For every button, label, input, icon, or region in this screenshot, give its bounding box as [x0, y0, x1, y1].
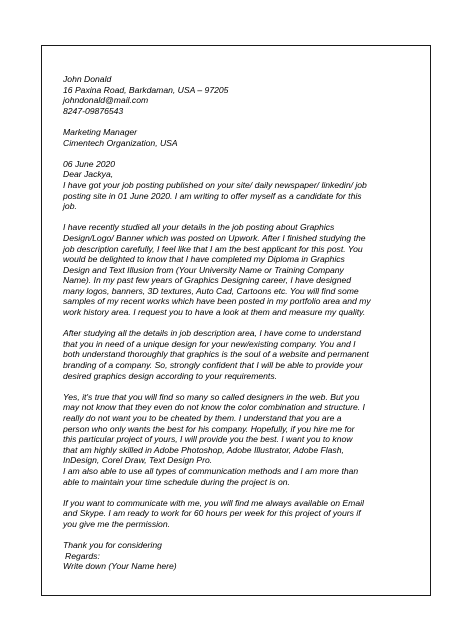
paragraph-line: Design and Text Illusion from (Your University Name or Training Company: [63, 264, 344, 275]
paragraph-line: able to maintain your time schedule during the project is on.: [63, 476, 290, 487]
sender-address: 16 Paxina Road, Barkdaman, USA – 97205: [63, 84, 229, 95]
closing-block: [63, 540, 423, 572]
paragraph-line: samples of my recent works which have been posted in my portfolio area and my: [63, 296, 371, 307]
paragraph-line: that you in need of a unique design for your new/existing company. You and I: [63, 338, 356, 349]
paragraph-line: may not know that they even do not know the color combination and structure. I: [63, 402, 365, 413]
paragraph-line: Yes, it's true that you will find so many so called designers in the web. But you: [63, 391, 360, 402]
paragraph-line: Design/Logo/ Banner which was posted on Upwork. After I finished studying the: [63, 232, 366, 243]
paragraph-line: this particular project of yours, I will provide you the best. I want you to know: [63, 434, 353, 445]
paragraph-line: InDesign, Corel Draw, Text Design Pro.: [63, 455, 213, 466]
paragraph-line: job.: [63, 201, 77, 212]
paragraph-line: After studying all the details in job description area, I have come to understand: [63, 328, 362, 339]
sender-email: johndonald@mail.com: [63, 95, 149, 106]
sender-name: John Donald: [63, 74, 112, 84]
paragraph-line: person who only wants the best for his company. Hopefully, if you hire me for: [63, 423, 355, 434]
salutation: Dear Jackya,: [63, 169, 114, 180]
letter-page: [41, 45, 431, 596]
sender-block: [63, 74, 423, 116]
paragraph-line: I have recently studied all your details in the job posting about Graphics: [63, 222, 335, 233]
recipient-organization: Cimentech Organization, USA: [63, 137, 178, 148]
recipient-block: [63, 127, 423, 148]
paragraph-line: really do not want you to be cheated by them. I understand that you are a: [63, 413, 342, 423]
opening-block: [63, 159, 423, 212]
paragraph-line: would be delighted to know that I have completed my Diploma in Graphics: [63, 254, 345, 265]
paragraph-line: work history area. I request you to have a look at them and measure my quality.: [63, 307, 366, 318]
sender-phone: 8247-09876543: [63, 105, 124, 116]
recipient-title: Marketing Manager: [63, 126, 138, 137]
paragraph-line: Name). In my past few years of Graphics Designing career, I have designed: [63, 275, 352, 286]
paragraph-line: many logos, banners, 3D textures, Auto Cad, Cartoons etc. You will find some: [63, 285, 359, 296]
paragraph-line: and Skype. I am ready to work for 60 hours per week for this project of yours if: [63, 508, 361, 519]
paragraph-line: I have got your job posting published on your site/ daily newspaper/ linkedin/ job: [63, 179, 367, 190]
paragraph-line: desired graphics design according to your requirements.: [63, 370, 278, 381]
closing-thanks: Thank you for considering: [63, 540, 162, 551]
closing-regards: Regards:: [65, 550, 100, 561]
letter-date: 06 June 2020: [63, 158, 116, 169]
paragraph-line: branding of a company. So, strongly confident that I will be able to provide your: [63, 360, 363, 371]
paragraph-line: you give me the permission.: [63, 518, 170, 529]
paragraph-contact: [63, 498, 423, 530]
paragraph-line: job description carefully, I feel like that I am the best applicant for this post. You: [63, 243, 363, 254]
paragraph-skills: [63, 392, 423, 487]
paragraph-line: If you want to communicate with me, you will find me always available on Email: [63, 497, 364, 508]
signature: Write down (Your Name here): [63, 561, 177, 572]
paragraph-line: I am also able to use all types of communication methods and I am more than: [63, 465, 359, 476]
paragraph-line: both understand thoroughly that graphics is the soul of a website and permanent: [63, 349, 369, 360]
paragraph-line: that am highly skilled in Adobe Photoshop, Adobe Illustrator, Adobe Flash,: [63, 444, 344, 455]
paragraph-qualifications: [63, 222, 423, 317]
cover-letter: [63, 74, 423, 583]
paragraph-line: posting site in 01 June 2020. I am writing to offer myself as a candidate for this: [63, 190, 362, 201]
paragraph-understanding: [63, 328, 423, 381]
